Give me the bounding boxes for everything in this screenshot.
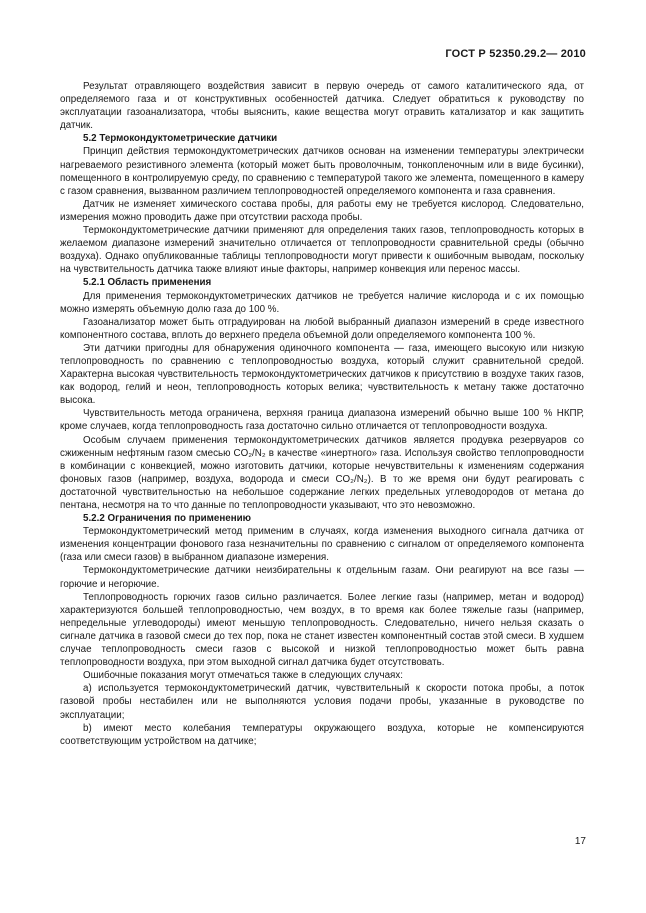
paragraph: Для применения термокондуктометрических датчиков не требуется наличие кислорода и с их помощью можно измерять объемную долю газа до 100 %. bbox=[60, 290, 584, 315]
paragraph: Термокондуктометрические датчики применяют для определения таких газов, теплопроводность которых в желаемом диапазоне измерений значительно отличается от теплопроводности сравнительной среды (обычно воздуха). Однако опубликованные таблицы теплопроводности могут привести к ошибочным выводам, поскольку на чувствительность датчика также влияют иные факторы, например конвекция или перенос массы. bbox=[60, 225, 584, 276]
paragraph: Принцип действия термокондуктометрических датчиков основан на изменении температуры электрически нагреваемого резистивного элемента (который может быть проволочным, тонкопленочным или в виде бусинки), помещенного в контролируемую среду, по сравнению с температурой такого же элемента, помещенного в камеру с газом сравнения, вызванном различием теплопроводностей определяемого компонента и газа сравнения. bbox=[60, 146, 584, 197]
paragraph: Термокондуктометрические датчики неизбирательны к отдельным газам. Они реагируют на все газы — горючие и негорючие. bbox=[60, 565, 584, 590]
page-number: 17 bbox=[574, 836, 586, 847]
paragraph: Чувствительность метода ограничена, верхняя граница диапазона измерений обычно выше 100 % НКПР, кроме случаев, когда теплопроводность газа достаточно сильно отличается от теплопроводности воздуха. bbox=[60, 408, 584, 433]
paragraph: Теплопроводность горючих газов сильно различается. Более легкие газы (например, метан и водород) характеризуются большей теплопроводностью, чем воздух, в то время как более тяжелые газы (например, непредельные углеводороды) имеют меньшую теплопроводность. Следовательно, ничего нельзя сказать о сигнале датчика в газовой смеси до тех пор, пока не станет известен компонентный состав этой смеси. В худшем случае теплопроводность смеси газов с высокой и низкой теплопроводностью может быть равна теплопроводности воздуха, при этом выходной сигнал датчика будет отсутствовать. bbox=[60, 591, 584, 669]
list-item: b) имеют место колебания температуры окружающего воздуха, которые не компенсируются соответствующим устройством на датчике; bbox=[60, 722, 584, 747]
paragraph: Ошибочные показания могут отмечаться также в следующих случаях: bbox=[83, 670, 403, 682]
paragraph: Термокондуктометрический метод применим в случаях, когда изменения выходного сигнала датчика от изменения концентрации фонового газа незначительны по сравнению с сигналом от определяемого компонента (газа или смеси газов) в выбранном диапазоне измерения. bbox=[60, 526, 584, 564]
section-heading: 5.2 Термокондуктометрические датчики bbox=[83, 133, 278, 145]
paragraph: Эти датчики пригодны для обнаружения одиночного компонента — газа, имеющего высокую или низкую теплопроводность по сравнению с теплопроводностью воздуха, который служит сравнительной средой. Характерна высокая чувствительность термокондуктометрических датчиков к присутствию в воздухе таких газов, как водород, гелий и неон, теплопроводность которых велика; чувствительность к метану также достаточно высока. bbox=[60, 342, 584, 407]
document-header: ГОСТ Р 52350.29.2— 2010 bbox=[445, 48, 586, 60]
section-heading: 5.2.2 Ограничения по применению bbox=[83, 513, 252, 525]
section-heading: 5.2.1 Область применения bbox=[83, 277, 212, 289]
document-body bbox=[60, 80, 584, 748]
paragraph: Результат отравляющего воздействия зависит в первую очередь от самого каталитического яда, от определяемого газа и от конструктивных особенностей датчика. Следует обратиться к руководству по эксплуатации газоанализатора, чтобы выяснить, какие вещества могут отравить катализатор и как защитить датчик. bbox=[60, 81, 584, 132]
list-item: a) используется термокондуктометрический датчик, чувствительный к скорости потока пробы, а поток газовой пробы нестабилен или не выполняются условия подачи пробы, указанные в руководстве по эксплуатации; bbox=[60, 683, 584, 721]
paragraph: Газоанализатор может быть отградуирован на любой выбранный диапазон измерений в среде известного компонентного состава, вплоть до верхнего предела объемной доли определяемого компонента 100 %. bbox=[60, 316, 584, 341]
paragraph: Датчик не изменяет химического состава пробы, для работы ему не требуется кислород. Следовательно, измерения можно проводить даже при отсутствии расхода пробы. bbox=[60, 198, 584, 223]
paragraph: Особым случаем применения термокондуктометрических датчиков является продувка резервуаров со сжиженным нефтяным газом смесью CO₂/N₂ в качестве «инертного» газа. Используя свойство теплопроводности в комбинации с конвекцией, можно изготовить датчики, которые нечувствительны к изменениям содержания фоновых газов (например, воздуха, водорода и смеси CO₂/N₂). В то же время они будут реагировать с достаточной чувствительностью на небольшое содержание легких предельных углеводородов от метана до пентана, несмотря на то что данные по теплопроводности указывают, что это невозможно. bbox=[60, 434, 584, 511]
